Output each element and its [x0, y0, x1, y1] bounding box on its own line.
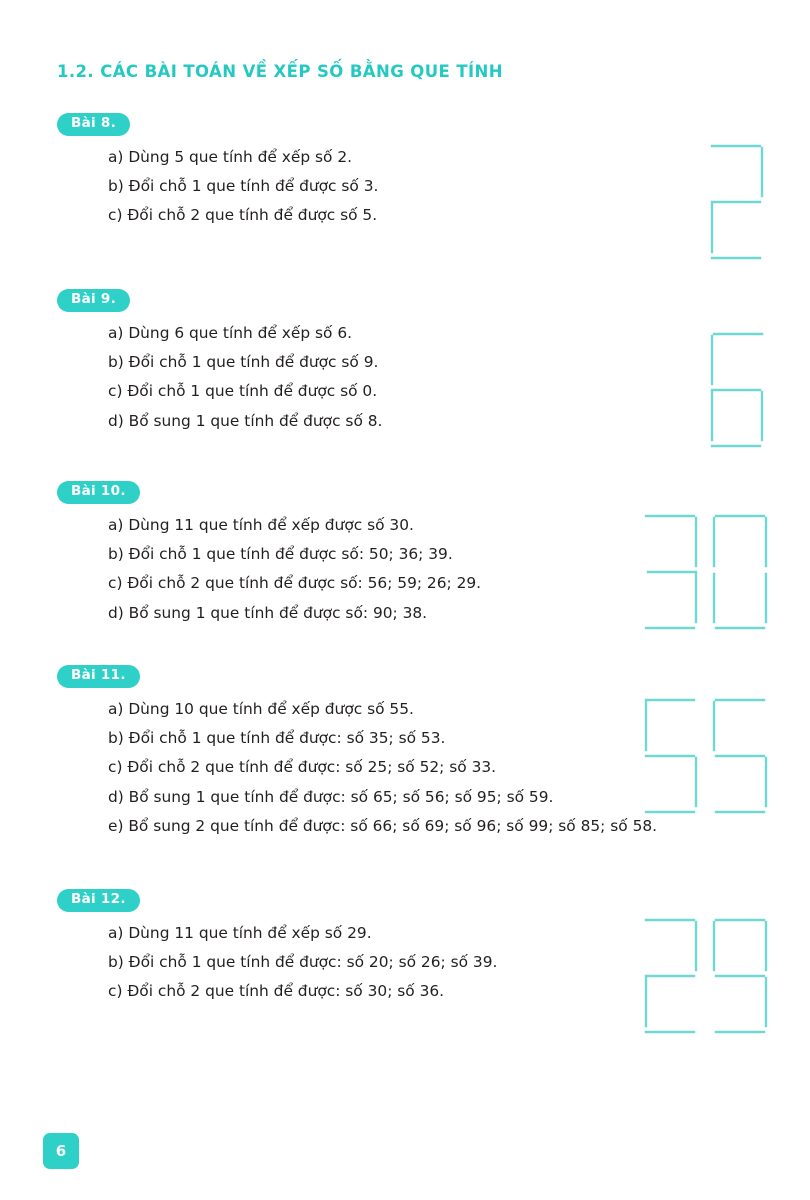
exercise-badge: Bài 11. — [57, 665, 140, 688]
matchstick-figure-digits-30 — [640, 512, 770, 640]
list-item: c) Đổi chỗ 2 que tính để được số 5. — [108, 206, 378, 225]
exercise-block-5 — [57, 888, 717, 1000]
list-item: b) Đổi chỗ 1 que tính để được: số 35; số 53. — [108, 728, 446, 747]
list-item: d) Bổ sung 1 que tính để được số 8. — [108, 411, 383, 430]
exercise-items — [57, 323, 717, 430]
exercise-badge: Bài 12. — [57, 889, 140, 912]
list-item: e) Bổ sung 2 que tính để được: số 66; số 69; số 96; số 99; số 85; số 58. — [108, 817, 658, 836]
exercise-badge: Bài 8. — [57, 113, 130, 136]
list-item: b) Đổi chỗ 1 que tính để được số: 50; 36; 39. — [108, 544, 453, 563]
matchstick-figure-digit-6 — [706, 330, 768, 452]
exercise-block-1 — [57, 112, 717, 224]
list-item: d) Bổ sung 1 que tính để được: số 65; số 56; số 95; số 59. — [108, 787, 554, 806]
list-item: c) Đổi chỗ 2 que tính để được: số 25; số 52; số 33. — [108, 758, 497, 777]
list-item: c) Đổi chỗ 2 que tính để được: số 30; số 36. — [108, 982, 445, 1001]
list-item: b) Đổi chỗ 1 que tính để được số 3. — [108, 176, 379, 195]
list-item: a) Dùng 11 que tính để xếp được số 30. — [108, 515, 414, 534]
exercise-badge: Bài 9. — [57, 289, 130, 312]
list-item: c) Đổi chỗ 1 que tính để được số 0. — [108, 382, 378, 401]
exercise-items — [57, 147, 717, 225]
matchstick-figure-digits-55 — [640, 696, 770, 824]
exercise-items — [57, 515, 717, 622]
exercise-block-4 — [57, 664, 717, 835]
list-item: a) Dùng 10 que tính để xếp được số 55. — [108, 699, 414, 718]
list-item: a) Dùng 11 que tính để xếp số 29. — [108, 923, 372, 942]
list-item: b) Đổi chỗ 1 que tính để được số 9. — [108, 352, 379, 371]
list-item: b) Đổi chỗ 1 que tính để được: số 20; số 26; số 39. — [108, 952, 498, 971]
list-item: d) Bổ sung 1 que tính để được số: 90; 38. — [108, 603, 428, 622]
exercise-badge: Bài 10. — [57, 481, 140, 504]
exercise-block-3 — [57, 480, 717, 621]
list-item: c) Đổi chỗ 2 que tính để được số: 56; 59; 26; 29. — [108, 574, 482, 593]
exercise-block-2 — [57, 288, 717, 429]
exercise-items — [57, 699, 717, 836]
matchstick-figure-digit-2 — [706, 142, 768, 264]
page-title: 1.2. CÁC BÀI TOÁN VỀ XẾP SỐ BẰNG QUE TÍNH — [57, 62, 503, 81]
matchstick-figure-digits-29 — [640, 916, 770, 1044]
list-item: a) Dùng 6 que tính để xếp số 6. — [108, 323, 353, 342]
page-number-label: 6 — [55, 1141, 67, 1160]
page-number — [43, 1133, 79, 1169]
list-item: a) Dùng 5 que tính để xếp số 2. — [108, 147, 353, 166]
exercise-items — [57, 923, 717, 1001]
